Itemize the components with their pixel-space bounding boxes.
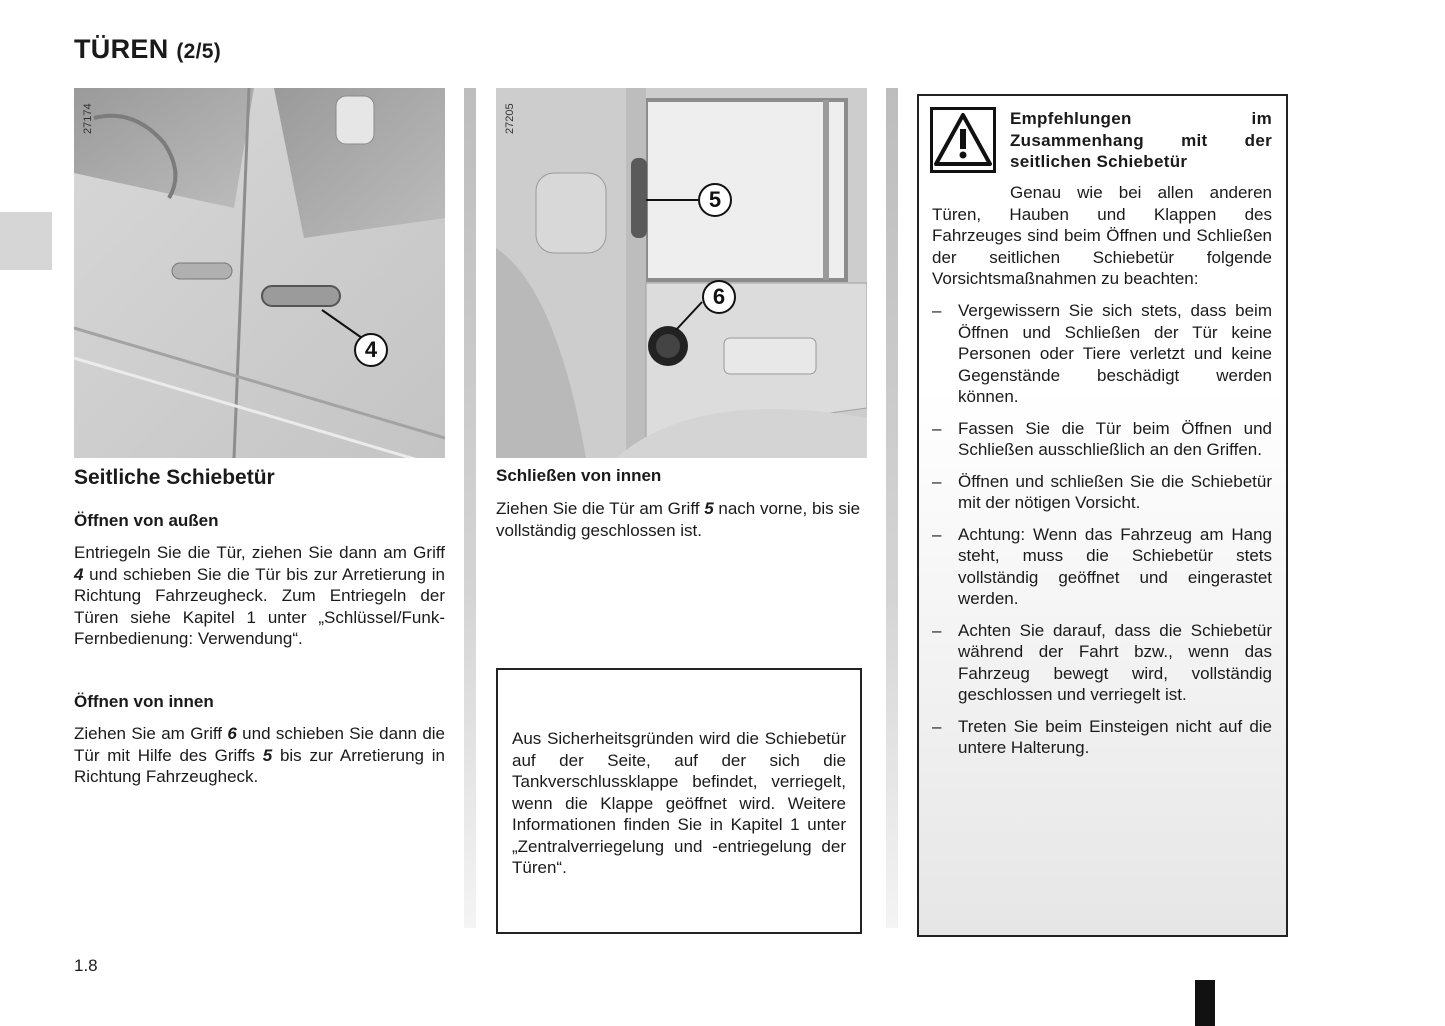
outside-opening-heading: Öffnen von außen [74, 511, 219, 530]
page-title-subtitle: (2/5) [176, 40, 221, 63]
inside-text-part-3: bis zur Arretierung in Richtung Fahrzeugheck. [74, 745, 445, 786]
callout-6: 6 [702, 280, 736, 314]
callout-4: 4 [354, 333, 388, 367]
figure-id-left: 27174 [82, 103, 94, 134]
warning-list [932, 300, 1272, 769]
warning-item [932, 620, 1272, 706]
warning-item [932, 300, 1272, 408]
door-exterior-illustration [74, 88, 445, 458]
inside-opening-text [74, 723, 445, 788]
closing-text-part-2: nach vorne, bis sie vollständig geschlossen ist. [496, 499, 861, 540]
list-dash: – [932, 716, 942, 736]
warning-item-text: Treten Sie beim Einsteigen nicht auf die untere Halterung. [958, 716, 1272, 757]
warning-item [932, 524, 1272, 610]
warning-item-text: Vergewissern Sie sich stets, dass beim Öffnen und Schließen der Tür keine Personen oder Tiere verletzt und keine Gegenstände beschädigt werden können. [958, 301, 1272, 406]
warning-item [932, 418, 1272, 461]
list-dash: – [932, 620, 942, 640]
page-title-text: TÜREN [74, 34, 169, 64]
door-interior-illustration [496, 88, 867, 458]
figure-id-right: 27205 [504, 103, 516, 134]
list-dash: – [932, 418, 942, 438]
inside-text-ref-5: 5 [262, 745, 273, 765]
inside-opening-heading: Öffnen von innen [74, 692, 214, 711]
list-dash: – [932, 301, 942, 320]
column-gutter-left [464, 88, 476, 928]
edge-marker [1195, 980, 1215, 1026]
warning-item [932, 716, 1272, 759]
list-dash: – [932, 471, 942, 491]
callout-5: 5 [698, 183, 732, 217]
photo-door-exterior [74, 88, 445, 458]
photo-door-interior [496, 88, 867, 458]
outside-text-part-2: und schieben Sie die Tür bis zur Arretierung in Richtung Fahrzeugheck. Zum Entriegeln der Türen siehe Kapitel 1 unter „Schlüssel/Funk-Fernbedienung: Verwendung“. [74, 564, 445, 648]
list-dash: – [932, 524, 942, 544]
closing-text [496, 498, 867, 541]
warning-item-text: Achten Sie darauf, dass die Schiebetür während der Fahrt bzw., wenn das Fahrzeug bewegt wird, vollständig geschlossen und verriegelt ist. [958, 620, 1272, 704]
safety-note-box [496, 668, 862, 934]
closing-text-ref-5: 5 [704, 499, 714, 518]
outside-text-ref-4: 4 [74, 564, 84, 584]
safety-note-text: Aus Sicherheitsgründen wird die Schiebetür auf der Seite, auf der sich die Tankverschlussklappe befindet, verriegelt, wenn die Klappe geöffnet wird. Weitere Informationen finden Sie in Kapitel 1 unter „Zentralverriegelung und -entriegelung der Türen“. [512, 729, 846, 877]
warning-intro: Genau wie bei allen anderen Türen, Hauben und Klappen des Fahrzeuges sind beim Öffnen und Schließen der seitlichen Schiebetür folgende Vorsichtsmaßnahmen zu beachten: [932, 183, 1272, 288]
warning-item-text: Öffnen und schließen Sie die Schiebetür mit der nötigen Vorsicht. [958, 471, 1272, 512]
section-title: Seitliche Schiebetür [74, 466, 275, 489]
inside-text-part-1: Ziehen Sie am Griff [74, 724, 228, 743]
warning-triangle-icon [930, 107, 996, 173]
page-number: 1.8 [74, 956, 98, 975]
column-gutter-right [886, 88, 898, 928]
inside-text-ref-6: 6 [227, 724, 237, 743]
closing-heading: Schließen von innen [496, 466, 662, 485]
warning-item-text: Achtung: Wenn das Fahrzeug am Hang steht, muss die Schiebetür stets vollständig geöffnet und eingerastet werden. [958, 524, 1272, 608]
inside-text-part-2: und schieben Sie dann die Tür mit Hilfe des Griffs [74, 724, 446, 765]
warning-item [932, 471, 1272, 514]
warning-heading: Empfehlungen im Zusammenhang mit der seitlichen Schiebetür [1010, 109, 1272, 171]
chapter-tab [0, 212, 52, 270]
outside-text-part-1: Entriegeln Sie die Tür, ziehen Sie dann am Griff [74, 543, 445, 562]
page-title [74, 34, 221, 65]
outside-opening-text [74, 542, 445, 650]
warning-item-text: Fassen Sie die Tür beim Öffnen und Schließen ausschließlich an den Griffen. [958, 418, 1272, 459]
closing-text-part-1: Ziehen Sie die Tür am Griff [496, 499, 705, 518]
